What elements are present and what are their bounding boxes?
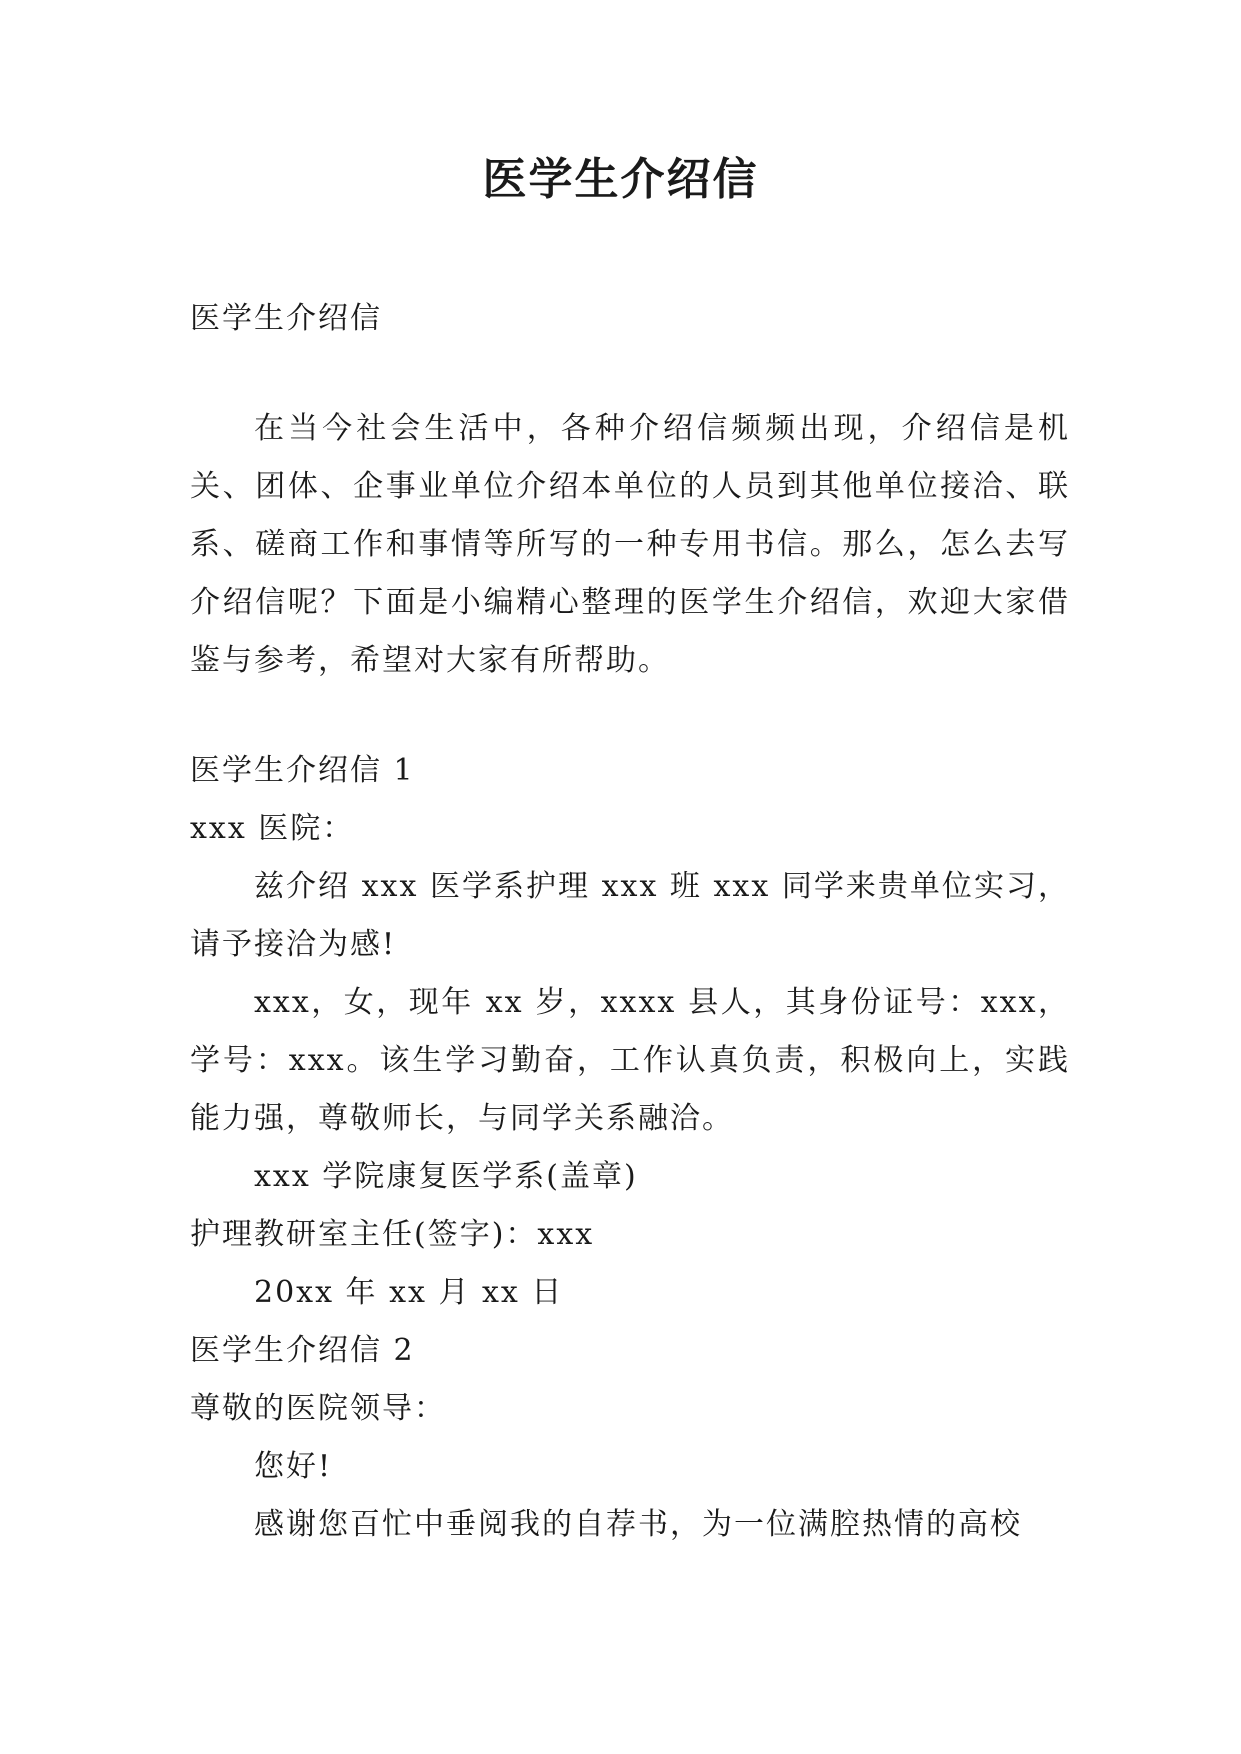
document-subtitle: 医学生介绍信 — [190, 301, 382, 336]
letter1-signature-line: 护理教研室主任(签字)：xxx — [190, 1217, 595, 1252]
spacer — [190, 348, 1070, 400]
spacer — [190, 690, 1070, 742]
letter1-paragraph-2: xxx，女，现年 xx 岁，xxxx 县人，其身份证号：xxx，学号：xxx。该生学习勤奋，工作认真负责，积极向上，实践能力强，尊敬师长，与同学关系融洽。 — [190, 985, 1070, 1136]
letter2-salutation: 尊敬的医院领导： — [190, 1391, 446, 1426]
intro-paragraph: 在当今社会生活中，各种介绍信频频出现，介绍信是机关、团体、企事业单位介绍本单位的人员到其他单位接洽、联系、磋商工作和事情等所写的一种专用书信。那么，怎么去写介绍信呢？下面是小编精心整理的医学生介绍信，欢迎大家借鉴与参考，希望对大家有所帮助。 — [190, 411, 1070, 678]
document-title: 医学生介绍信 — [482, 154, 759, 205]
letter2-paragraph-1: 感谢您百忙中垂阅我的自荐书，为一位满腔热情的高校 — [254, 1507, 1022, 1542]
letter2-greeting: 您好! — [254, 1449, 333, 1484]
letter1-date-line: 20xx 年 xx 月 xx 日 — [254, 1275, 564, 1310]
letter1-salutation: xxx 医院： — [190, 811, 355, 846]
letter1-heading: 医学生介绍信 1 — [190, 753, 415, 788]
letter2-heading: 医学生介绍信 2 — [190, 1333, 415, 1368]
document-body — [190, 290, 1070, 1554]
letter1-paragraph-1: 兹介绍 xxx 医学系护理 xxx 班 xxx 同学来贵单位实习，请予接洽为感! — [190, 869, 1070, 962]
letter1-stamp-line: xxx 学院康复医学系(盖章) — [254, 1159, 638, 1194]
